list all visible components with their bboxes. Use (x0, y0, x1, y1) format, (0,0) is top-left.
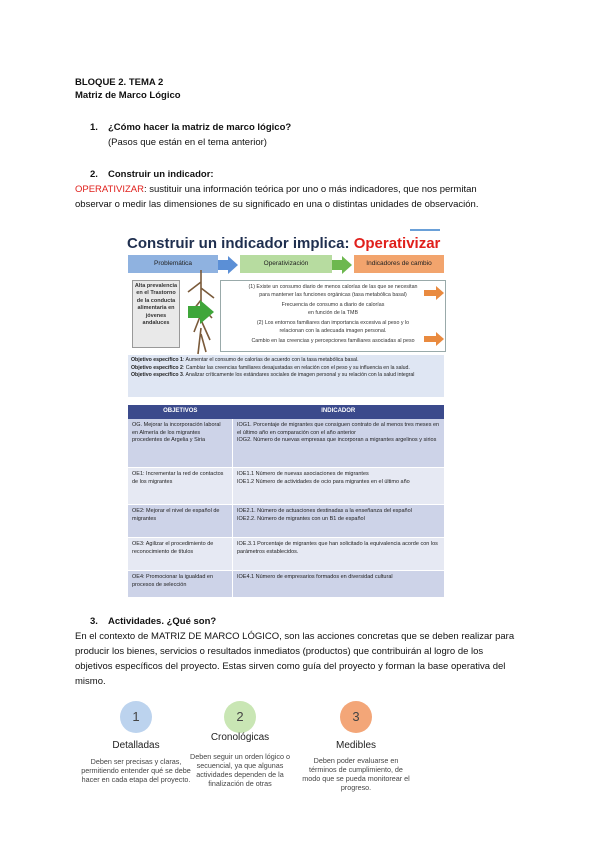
indicator-cell: IOE.3.1 Porcentaje de migrantes que han solicitado la equivalencia acorde con los parámetros establecidos. (233, 538, 445, 571)
header-problematica: Problemática (128, 255, 218, 273)
feature-desc: Deben poder evaluarse en términos de cumplimiento, de modo que se pueda monitorear el progreso. (302, 756, 410, 792)
indicator-cell: IOE2.1. Número de actuaciones destinadas a la enseñanza del español IOE2.2. Número de migrantes con un B1 de español (233, 505, 445, 538)
objectives-table (128, 405, 444, 598)
col-indicador: INDICADOR (233, 405, 445, 419)
table-header-row (128, 405, 444, 419)
objective-label: Objetivo específico 3 (131, 372, 183, 378)
definition-line1: : sustituir una información teórica por uno o más indicadores, que nos permitan (143, 184, 477, 195)
objective-text: . Analizar críticamente los estándares sociales de imagen personal y su relación con la salud integral (182, 372, 415, 378)
figure-title-prefix: Construir un indicador implica: (127, 235, 354, 252)
content-line: para mantener las funciones orgánicas (tasa metabólica basal) (259, 292, 407, 298)
definition-line2: observar o medir las dimensiones de su significado en una o distintas unidades de observación. (75, 199, 479, 210)
feature-number-circle: 1 (120, 701, 152, 733)
objective-text: : Cambiar las creencias familiares desajustadas en relación con el peso y su influencia en la salud. (182, 364, 410, 371)
objective-cell: OG. Mejorar la incorporación laboral en Almería de los migrantes procedentes de Argelia y Siria (128, 419, 233, 468)
feature-desc: Deben seguir un orden lógico o secuencial, ya que algunas actividades dependen de la finalización de otras (190, 752, 290, 788)
objective-cell: OE3: Agilizar el procedimiento de reconocimiento de títulos (128, 538, 233, 571)
section3-line: En el contexto de MATRIZ DE MARCO LÓGICO, son las acciones concretas que se deben realizar para (75, 631, 515, 642)
section1-note: (Pasos que están en el tema anterior) (108, 137, 267, 148)
orange-arrow-icon (424, 286, 444, 300)
indicator-cell: IOE4.1 Número de empresarios formados en diversidad cultural (233, 571, 445, 598)
specific-objectives (128, 355, 444, 397)
objective-cell: OE1: Incrementar la red de contactos de los migrantes (128, 468, 233, 505)
feature-number-circle: 2 (224, 701, 256, 733)
objective-item (131, 357, 441, 365)
arrow-right-icon (332, 256, 352, 274)
col-objetivos: OBJETIVOS (128, 405, 233, 419)
content-line: relacionan con la adecuada imagen personal. (279, 328, 387, 334)
operativizar-keyword: OPERATIVIZAR (75, 184, 144, 195)
page-subtitle: Matriz de Marco Lógico (75, 90, 181, 101)
objective-label: Objetivo específico 2 (131, 364, 183, 371)
objective-cell: OE4: Promocionar la igualdad en procesos de selección (128, 571, 233, 598)
objective-item (131, 365, 441, 373)
arrow-right-icon (218, 256, 238, 274)
objective-cell: OE2: Mejorar el nivel de español de migrantes (128, 505, 233, 538)
table-row (128, 571, 444, 598)
indicator-cell: IOE1.1 Número de nuevas asociaciones de migrantes IOE1.2 Número de actividades de ocio para migrantes en el último año (233, 468, 445, 505)
section3-number: 3. (90, 616, 98, 627)
feature-number-circle: 3 (340, 701, 372, 733)
objective-label: Objetivo específico 1 (131, 357, 183, 363)
section2-definition (75, 183, 535, 197)
table-row (128, 468, 444, 505)
figure-title-highlight: Operativizar (353, 235, 441, 252)
header-operativizacion: Operativización (240, 255, 332, 273)
green-arrow-icon (188, 300, 214, 324)
content-line: en función de la TMB (308, 310, 358, 316)
section3-line: objetivos específicos del proyecto. Estas sirven como guía del proyecto y forman la base operativa del (75, 661, 506, 672)
feature-title: Medibles (335, 740, 377, 751)
indicator-cell: IOG1. Porcentaje de migrantes que consiguen contrato de al menos tres meses en el último año en comparación con el año anterior IOG2. Número de nuevas empresas que incorporan a migrantes argelinos y sirios (233, 419, 445, 468)
table-row (128, 419, 444, 468)
feature-title: Cronológicas (210, 732, 270, 743)
feature-desc: Deben ser precisas y claras, permitiendo entender qué se debe hacer en cada etapa del proyecto. (81, 757, 191, 784)
problem-box: Alta prevalencia en el Trastorno de la conducta alimentaria en jóvenes andaluces (132, 280, 180, 348)
block-title: BLOQUE 2. TEMA 2 (75, 77, 164, 88)
header-indicadores: Indicadores de cambio (354, 255, 444, 273)
operativization-content (220, 280, 446, 352)
section1-title: ¿Cómo hacer la matriz de marco lógico? (108, 122, 292, 133)
feature-title: Detalladas (112, 740, 160, 751)
content-line: Cambio en las creencias y percepciones familiares asociadas al peso (251, 338, 415, 344)
figure-accent-line (410, 229, 440, 231)
section2-title: Construir un indicador: (108, 169, 214, 180)
objective-item (131, 372, 441, 380)
section3-line: producir los bienes, servicios o resultados inmediatos (productos) que contribuirán al logro de los (75, 646, 484, 657)
objective-text: : Aumentar el consumo de calorías de acuerdo con la tasa metabólica basal. (182, 357, 359, 363)
section3-title: Actividades. ¿Qué son? (108, 616, 217, 627)
orange-arrow-icon (424, 332, 444, 346)
table-row (128, 505, 444, 538)
section2-number: 2. (90, 169, 98, 180)
content-line: (2) Los entornos familiares dan importancia excesiva al peso y lo (256, 320, 410, 326)
section1-number: 1. (90, 122, 98, 133)
table-row (128, 538, 444, 571)
section3-line: mismo. (75, 676, 106, 687)
figure-title (127, 235, 440, 252)
content-line: Frecuencia de consumo a diario de calorías (281, 302, 385, 308)
content-line: (1) Existe un consumo diario de menos calorías de las que se necesitan (248, 284, 418, 290)
